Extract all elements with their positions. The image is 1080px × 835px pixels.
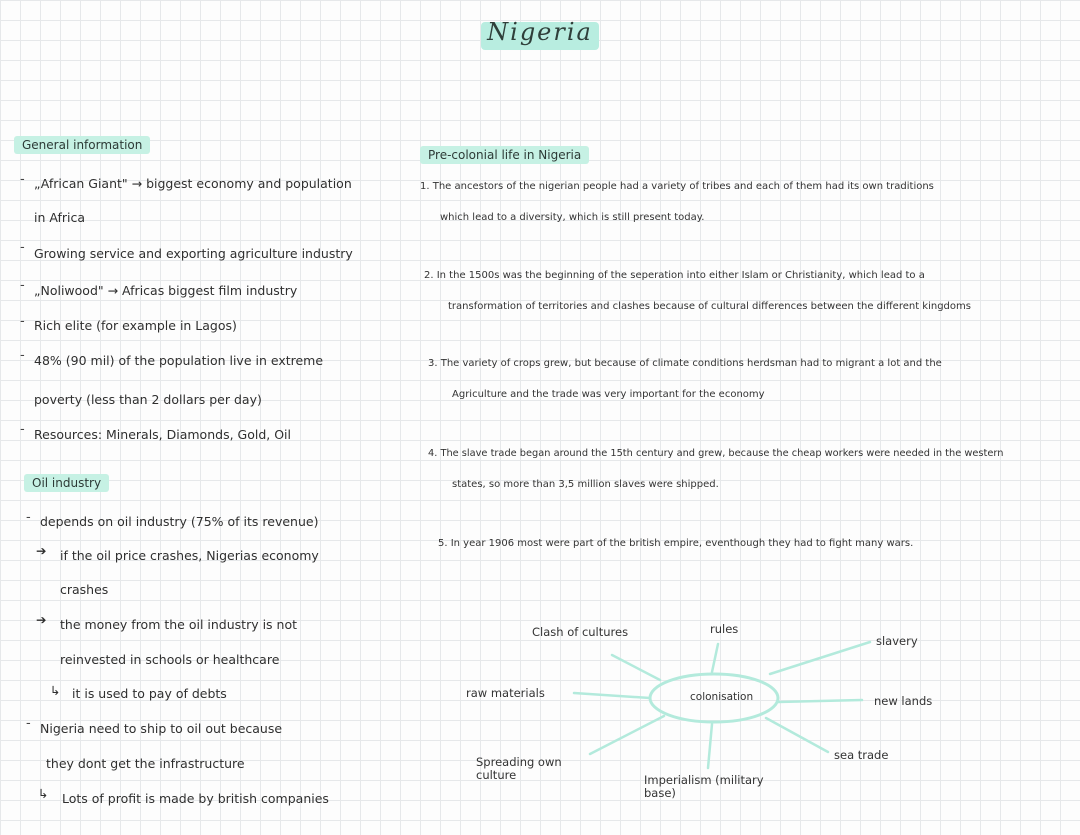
- precolonial-heading: Pre-colonial life in Nigeria: [420, 146, 589, 164]
- oil-item: crashes: [60, 582, 109, 597]
- precolonial-item: 3. The variety of crops grew, but because of climate conditions herdsman had to migrant a lot and the: [428, 358, 942, 369]
- general-item: „Noliwood" → Africas biggest film industry: [34, 283, 298, 298]
- general-item: 48% (90 mil) of the population live in extreme: [34, 353, 324, 368]
- general-item: Growing service and exporting agriculture industry: [34, 246, 353, 261]
- mindmap-node: slavery: [876, 634, 918, 648]
- general-item: Rich elite (for example in Lagos): [34, 318, 237, 333]
- mindmap-node: rules: [710, 622, 739, 636]
- bullet-dash: -: [26, 716, 31, 731]
- arrow-icon: ➔: [36, 612, 47, 627]
- precolonial-item: 1. The ancestors of the nigerian people had a variety of tribes and each of them had its own traditions: [420, 181, 934, 192]
- mindmap-node: sea trade: [834, 748, 889, 762]
- general-item: poverty (less than 2 dollars per day): [34, 392, 262, 407]
- oil-item: they dont get the infrastructure: [46, 756, 245, 771]
- bullet-dash: -: [20, 278, 25, 293]
- precolonial-item: Agriculture and the trade was very important for the economy: [452, 389, 765, 400]
- title-text: Nigeria: [487, 18, 593, 46]
- mindmap-node: new lands: [874, 694, 933, 708]
- oil-item: the money from the oil industry is not: [60, 617, 298, 632]
- mindmap-node: raw materials: [466, 686, 545, 700]
- general-item: Resources: Minerals, Diamonds, Gold, Oil: [34, 427, 291, 442]
- sub-arrow-icon: ↳: [50, 683, 61, 698]
- bullet-dash: -: [20, 314, 25, 329]
- oil-item: it is used to pay of debts: [72, 686, 227, 701]
- mindmap-node: Imperialism (military base): [644, 773, 764, 800]
- precolonial-item: 5. In year 1906 most were part of the british empire, eventhough they had to fight many wars.: [438, 538, 914, 549]
- bullet-dash: -: [20, 240, 25, 255]
- precolonial-item: 2. In the 1500s was the beginning of the seperation into either Islam or Christianity, which lead to a: [424, 270, 925, 281]
- general-heading: General information: [14, 136, 150, 154]
- bullet-dash: -: [20, 348, 25, 363]
- bullet-dash: -: [20, 422, 25, 437]
- oil-item: Nigeria need to ship to oil out because: [40, 721, 283, 736]
- arrow-icon: ➔: [36, 543, 47, 558]
- sub-arrow-icon: ↳: [38, 786, 49, 801]
- bullet-dash: -: [26, 510, 31, 525]
- oil-item: depends on oil industry (75% of its revenue): [40, 514, 319, 529]
- precolonial-item: states, so more than 3,5 million slaves were shipped.: [452, 479, 719, 490]
- general-item: in Africa: [34, 210, 86, 225]
- oil-item: reinvested in schools or healthcare: [60, 652, 280, 667]
- precolonial-item: 4. The slave trade began around the 15th century and grew, because the cheap workers were needed in the western: [428, 448, 1004, 459]
- oil-heading: Oil industry: [24, 474, 109, 492]
- oil-item: Lots of profit is made by british companies: [62, 791, 329, 806]
- precolonial-item: which lead to a diversity, which is still present today.: [440, 212, 705, 223]
- general-item: „African Giant" → biggest economy and population: [34, 176, 352, 191]
- mindmap-node: Clash of cultures: [532, 625, 629, 639]
- precolonial-item: transformation of territories and clashes because of cultural differences between the different kingdoms: [448, 301, 971, 312]
- oil-item: if the oil price crashes, Nigerias economy: [60, 548, 319, 563]
- mindmap-center: colonisation: [690, 691, 754, 703]
- mindmap-node: Spreading own culture: [476, 755, 562, 782]
- bullet-dash: -: [20, 172, 25, 187]
